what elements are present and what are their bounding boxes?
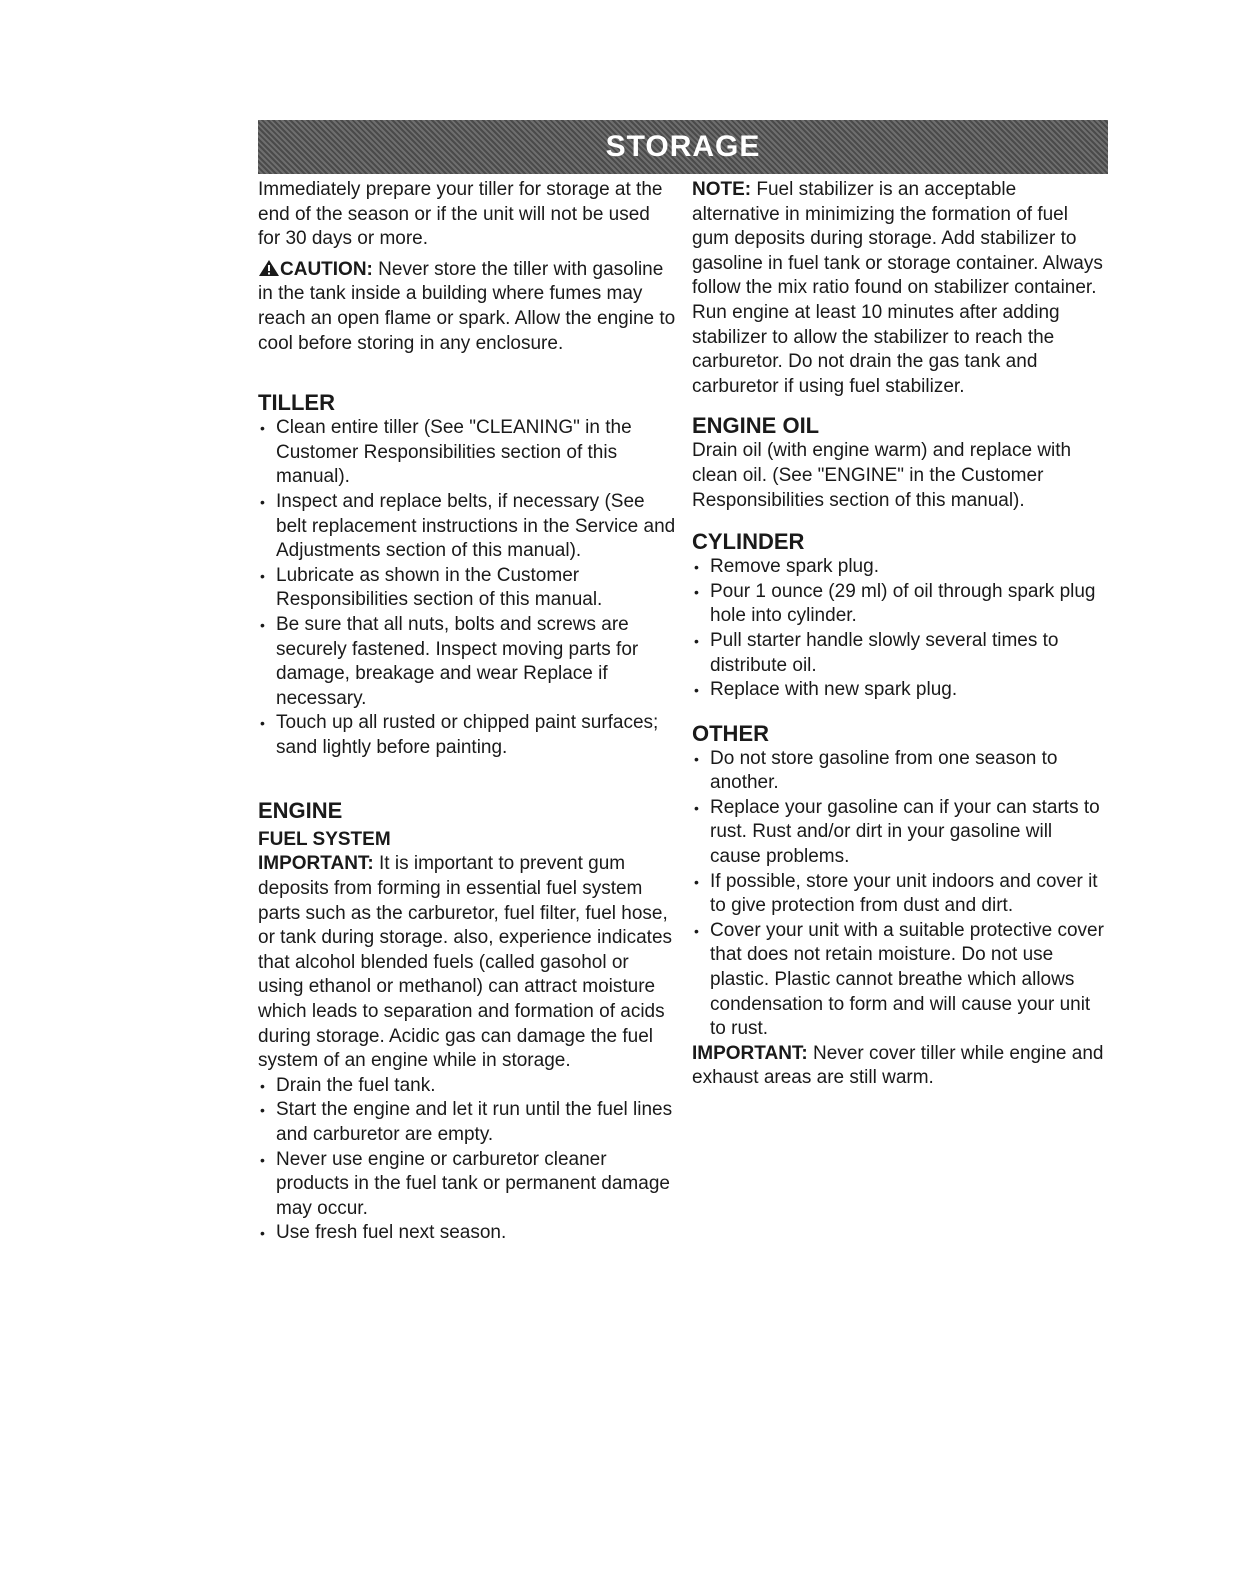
list-item: • Start the engine and let it run until the fuel lines and carburetor are empty. xyxy=(258,1098,676,1147)
tiller-heading: TILLER xyxy=(258,390,335,416)
list-item: • Never use engine or carburetor cleaner products in the fuel tank or permanent damage may occur. xyxy=(258,1148,676,1222)
list-item: • Pull starter handle slowly several times to distribute oil. xyxy=(692,629,1104,678)
other-important-paragraph xyxy=(692,1042,1104,1091)
important-label: IMPORTANT: xyxy=(692,1042,808,1064)
list-item: • Replace your gasoline can if your can starts to rust. Rust and/or dirt in your gasoline will cause problems. xyxy=(692,796,1104,870)
important-text: It is important to prevent gum deposits from forming in essential fuel system parts such as the carburetor, fuel filter, fuel hose, or tank during storage. also, experience indicates that alcohol blended fuels (called gasohol or using ethanol or methanol) can attract moisture which leads to separation and formation of acids during storage. Acidic gas can damage the fuel system of an engine while in storage. xyxy=(258,853,673,1072)
caution-paragraph xyxy=(258,258,676,356)
list-item: • Drain the fuel tank. xyxy=(258,1074,676,1099)
left-column xyxy=(258,178,676,1246)
caution-label: CAUTION: xyxy=(280,258,373,280)
warning-icon xyxy=(258,259,280,277)
other-list xyxy=(692,747,1104,1042)
list-item: • Clean entire tiller (See "CLEANING" in the Customer Responsibilities section of this manual). xyxy=(258,416,676,490)
fuel-important-paragraph xyxy=(258,852,676,1073)
section-banner xyxy=(258,120,1108,174)
note-paragraph xyxy=(692,178,1104,399)
list-item: • Replace with new spark plug. xyxy=(692,678,1104,703)
fuel-system-subheading: FUEL SYSTEM xyxy=(258,829,391,851)
list-item: • Pour 1 ounce (29 ml) of oil through spark plug hole into cylinder. xyxy=(692,580,1104,629)
engine-oil-paragraph: Drain oil (with engine warm) and replace with clean oil. (See "ENGINE" in the Customer Responsibilities section of this manual). xyxy=(692,440,1072,511)
list-item: • Use fresh fuel next season. xyxy=(258,1221,676,1246)
list-item: • Cover your unit with a suitable protective cover that does not retain moisture. Do not use plastic. Plastic cannot breathe which allows condensation to form and will cause your unit to rust. xyxy=(692,919,1104,1042)
list-item: • Inspect and replace belts, if necessary (See belt replacement instructions in the Service and Adjustments section of this manual). xyxy=(258,490,676,564)
fuel-list xyxy=(258,1074,676,1246)
list-item: • Touch up all rusted or chipped paint surfaces; sand lightly before painting. xyxy=(258,711,676,760)
right-column xyxy=(692,178,1104,1097)
important-label: IMPORTANT: xyxy=(258,853,374,875)
note-label: NOTE: xyxy=(692,179,752,200)
list-item: • Be sure that all nuts, bolts and screws are securely fastened. Inspect moving parts for damage, breakage and wear Replace if necessary. xyxy=(258,613,676,711)
caution-text: Never store the tiller with gasoline in the tank inside a building where fumes may reach an open flame or spark. Allow the engine to cool before storing in any enclosure. xyxy=(258,258,676,354)
list-item: • If possible, store your unit indoors and cover it to give protection from dust and dirt. xyxy=(692,870,1104,919)
list-item: • Lubricate as shown in the Customer Responsibilities section of this manual. xyxy=(258,564,676,613)
list-item: • Do not store gasoline from one season to another. xyxy=(692,747,1104,796)
cylinder-heading: CYLINDER xyxy=(692,529,805,555)
engine-oil-heading: ENGINE OIL xyxy=(692,413,820,439)
engine-heading: ENGINE xyxy=(258,798,343,824)
tiller-list xyxy=(258,416,676,760)
section-title: STORAGE xyxy=(605,130,761,163)
note-text: Fuel stabilizer is an acceptable alternative in minimizing the formation of fuel gum deposits during storage. Add stabilizer to gasoline in fuel tank or storage container. Always follow the mix ratio found on stabilizer container. Run engine at least 10 minutes after adding stabilizer to allow the stabilizer to reach the carburetor. Do not drain the gas tank and carburetor if using fuel stabilizer. xyxy=(692,179,1103,397)
important-text: Never cover tiller while engine and exhaust areas are still warm. xyxy=(692,1042,1104,1089)
other-heading: OTHER xyxy=(692,720,769,746)
intro-paragraph: Immediately prepare your tiller for storage at the end of the season or if the unit will not be used for 30 days or more. xyxy=(258,179,663,250)
cylinder-list xyxy=(692,555,1104,703)
list-item: • Remove spark plug. xyxy=(692,555,1104,580)
